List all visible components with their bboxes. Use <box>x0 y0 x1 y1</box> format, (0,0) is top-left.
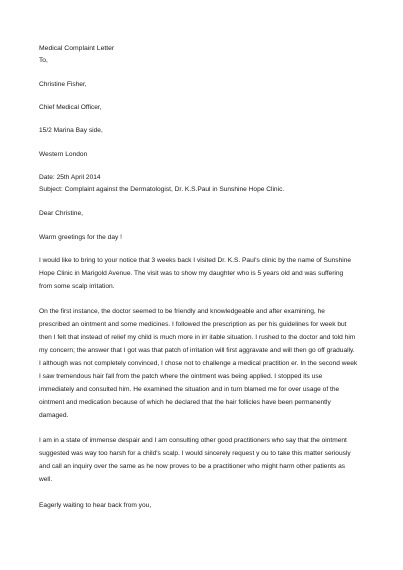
paragraph-2-line: I although was not completely convinced, I chose not to challenge a medical practition er. In the second week <box>39 360 358 367</box>
paragraph-3-line: and call an inquiry over the same as he now proves to be a practitioner who might harm other patients as <box>39 463 346 470</box>
paragraph-2-line: I saw tremendous hair fall from the patch where the ointment was being applied. I stopped its use <box>39 373 323 380</box>
closing-line: Eagerly waiting to hear back from you, <box>39 502 152 509</box>
recipient-title: Chief Medical Officer, <box>39 104 102 111</box>
recipient-name: Christine Fisher, <box>39 81 87 88</box>
paragraph-2-line: then I felt that instead of relief my child is much more in irr itable situation. I rushed to the doctor and told him <box>39 334 356 341</box>
paragraph-3-line: well. <box>39 476 53 483</box>
paragraph-2-line: ointment and medication because of which he declared that the hair follicles have been permanently <box>39 399 331 406</box>
paragraph-1-line: from some scalp irritation. <box>39 283 115 290</box>
paragraph-2-line: my concern; the answer that I got was that patch of irritation will first aggravate and will then go off gradually. <box>39 347 355 354</box>
address-line-1: 15/2 Marina Bay side, <box>39 127 103 134</box>
paragraph-3-line: suggested was way too harsh for a child's scalp. I would sincerely request y ou to take this matter seriously <box>39 450 351 457</box>
paragraph-2-line: immediately and consulted him. He examined the situation and in turn blamed me for over usage of the <box>39 386 340 393</box>
address-line-2: Western London <box>39 151 88 158</box>
greeting: Warm greetings for the day ! <box>39 234 122 241</box>
paragraph-1-line: I would like to bring to your notice that 3 weeks back I visited Dr. K.S. Paul's clinic by the name of Sunshine <box>39 257 352 264</box>
to-line: To, <box>39 57 48 64</box>
paragraph-2-line: prescribed an ointment and some medicines. I followed the prescription as per his guidelines for week but <box>39 321 347 328</box>
letter-title: Medical Complaint Letter <box>39 45 115 52</box>
subject-line: Subject: Complaint against the Dermatologist, Dr. K.S.Paul in Sunshine Hope Clinic. <box>39 186 285 193</box>
paragraph-2-line: damaged. <box>39 412 69 419</box>
paragraph-2-line: On the first instance, the doctor seemed to be friendly and knowledgeable and after examining, he <box>39 308 325 315</box>
salutation: Dear Christine, <box>39 210 83 217</box>
paragraph-3-line: I am in a state of immense despair and I am consulting other good practitioners who say that the ointment <box>39 437 347 444</box>
date-line: Date: 25th April 2014 <box>39 174 101 181</box>
paragraph-1-line: Hope Clinic in Marigold Avenue. The visit was to show my daughter who is 5 years old and was suffering <box>39 270 344 277</box>
